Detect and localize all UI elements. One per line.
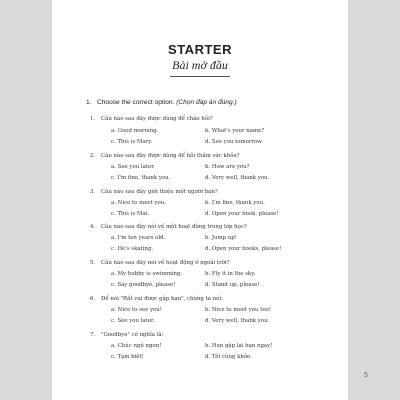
question-text: Câu nào sau đây giới thiệu một người bạn? (101, 189, 218, 195)
option-a[interactable]: a. Nice to meet you. (111, 200, 166, 206)
question-text: "Goodbye" có nghĩa là: (101, 332, 164, 338)
question-number: 4. (90, 224, 96, 230)
option-c[interactable]: c. Say goodbye, please! (111, 282, 176, 288)
option-b[interactable]: b. Hẹn gặp lại bạn ngay! (205, 343, 273, 349)
page-number: 5 (364, 372, 368, 379)
question-text: Câu nào sau đây được dùng để chào hỏi? (101, 116, 213, 122)
page-title: STARTER (168, 42, 232, 57)
option-a[interactable]: a. Chúc ngủ ngon! (111, 343, 162, 349)
option-b[interactable]: b. Jump up! (205, 235, 237, 241)
exercise-number: 1. (86, 99, 92, 106)
question-text: Câu nào sau đây nói về hoạt động ở ngoài trời? (101, 260, 230, 266)
option-c[interactable]: c. See you later. (111, 318, 155, 324)
option-d[interactable]: d. Tôi cũng khỏe. (205, 354, 252, 360)
option-d[interactable]: d. Open your book, please! (205, 211, 279, 217)
option-b[interactable]: b. Nice to meet you too! (205, 307, 272, 313)
book-page (52, 0, 368, 400)
option-b[interactable]: b. What's your name? (205, 128, 265, 134)
option-b[interactable]: b. I'm fine, thank you. (205, 200, 265, 206)
option-c[interactable]: c. This is Mai. (111, 211, 150, 217)
option-a[interactable]: a. See you later. (111, 164, 155, 170)
option-d[interactable]: d. Very well, thank you. (205, 175, 270, 181)
question-text: Câu nào sau đây được dùng để hỏi thăm sức khỏe? (101, 153, 240, 159)
question-number: 2. (90, 153, 96, 159)
option-b[interactable]: b. How are you? (205, 164, 250, 170)
option-c[interactable]: c. Tạm biệt! (111, 354, 144, 360)
page-subtitle: Bài mở đầu (172, 58, 228, 72)
option-c[interactable]: c. This is Mary. (111, 139, 153, 145)
option-c[interactable]: c. I'm fine, thank you. (111, 175, 171, 181)
option-d[interactable]: d. Very well, thank you. (205, 318, 270, 324)
question-number: 5. (90, 260, 96, 266)
option-a[interactable]: a. Good morning. (111, 128, 159, 134)
question-number: 7. (90, 332, 96, 338)
option-a[interactable]: a. My hobby is swimming. (111, 271, 183, 277)
question-number: 6. (90, 296, 96, 302)
option-d[interactable]: d. Open your books, please! (205, 246, 282, 252)
option-c[interactable]: c. He's skating. (111, 246, 154, 252)
exercise-hint: (Chọn đáp án đúng.) (176, 99, 237, 106)
option-a[interactable]: a. Nice to see you! (111, 307, 162, 313)
option-d[interactable]: d. See you tomorrow. (205, 139, 263, 145)
question-text: Câu nào sau đây nói về một hoạt động trong lớp học? (101, 224, 247, 230)
title-underline (170, 76, 230, 77)
option-b[interactable]: b. Fly it in the sky. (205, 271, 256, 277)
question-number: 1. (90, 116, 96, 122)
exercise-instruction: Choose the correct option. (97, 99, 175, 106)
option-d[interactable]: d. Stand up, please! (205, 282, 260, 288)
question-text: Để nói "Rất vui được gặp bạn", chúng ta nói: (101, 296, 223, 302)
question-number: 3. (90, 189, 96, 195)
option-a[interactable]: a. I'm ten years old. (111, 235, 166, 241)
exercise-heading (86, 99, 341, 106)
